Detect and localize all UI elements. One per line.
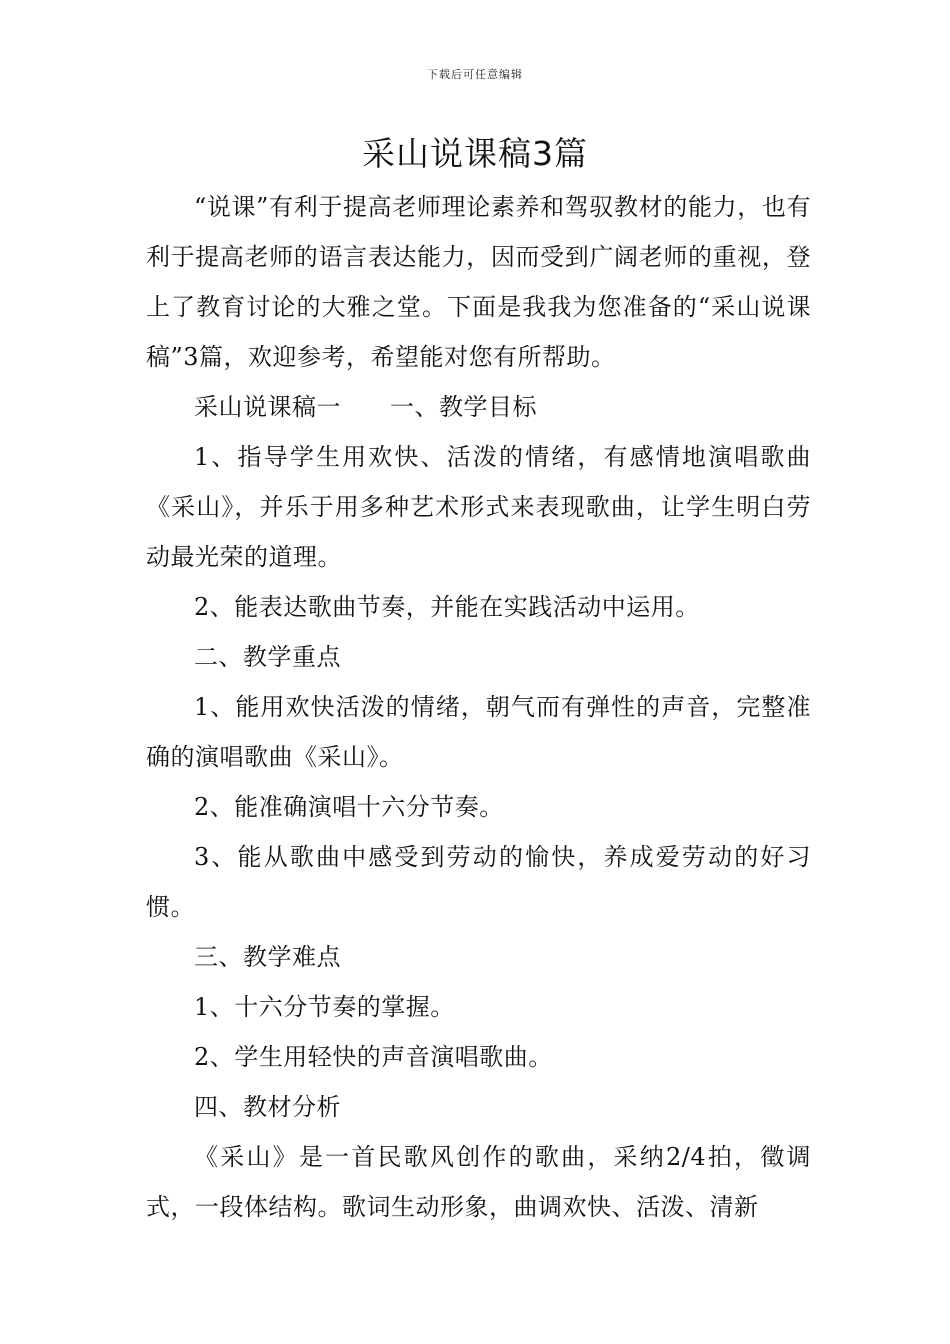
paragraph-intro: “说课”有利于提高老师理论素养和驾驭教材的能力，也有利于提高老师的语言表达能力，因而受到广阔老师的重视，登上了教育讨论的大雅之堂。下面是我我为您准备的“采山说课稿”3篇，欢迎参考，希望能对您有所帮助。 [146,193,811,371]
paragraph-difficulty-2: 2、学生用轻快的声音演唱歌曲。 [194,1043,553,1071]
paragraph-heading-material-analysis: 四、教材分析 [194,1093,341,1121]
paragraph-difficulty-1: 1、十六分节奏的掌握。 [194,993,455,1021]
document-title: 采山说课稿3篇 [362,134,588,173]
document-body [146,182,811,1232]
paragraph-key-point-1: 1、能用欢快活泼的情绪，朝气而有弹性的声音，完整准确的演唱歌曲《采山》。 [146,693,811,771]
paragraph-key-point-3: 3、能从歌曲中感受到劳动的愉快，养成爱劳动的好习惯。 [146,843,811,921]
paragraph-heading-difficulties: 三、教学难点 [194,943,341,971]
paragraph-goal-2: 2、能表达歌曲节奏，并能在实践活动中运用。 [194,593,700,621]
paragraph-section-heading-1: 采山说课稿一 一、教学目标 [194,393,537,421]
paragraph-material-analysis: 《采山》是一首民歌风创作的歌曲，采纳2/4拍，徵调式，一段体结构。歌词生动形象，曲调欢快、活泼、清新 [146,1143,811,1221]
paragraph-heading-key-points: 二、教学重点 [194,643,341,671]
paragraph-key-point-2: 2、能准确演唱十六分节奏。 [194,793,504,821]
paragraph-goal-1: 1、指导学生用欢快、活泼的情绪，有感情地演唱歌曲《采山》，并乐于用多种艺术形式来表现歌曲，让学生明白劳动最光荣的道理。 [146,443,811,571]
header-note: 下载后可任意编辑 [427,68,523,81]
